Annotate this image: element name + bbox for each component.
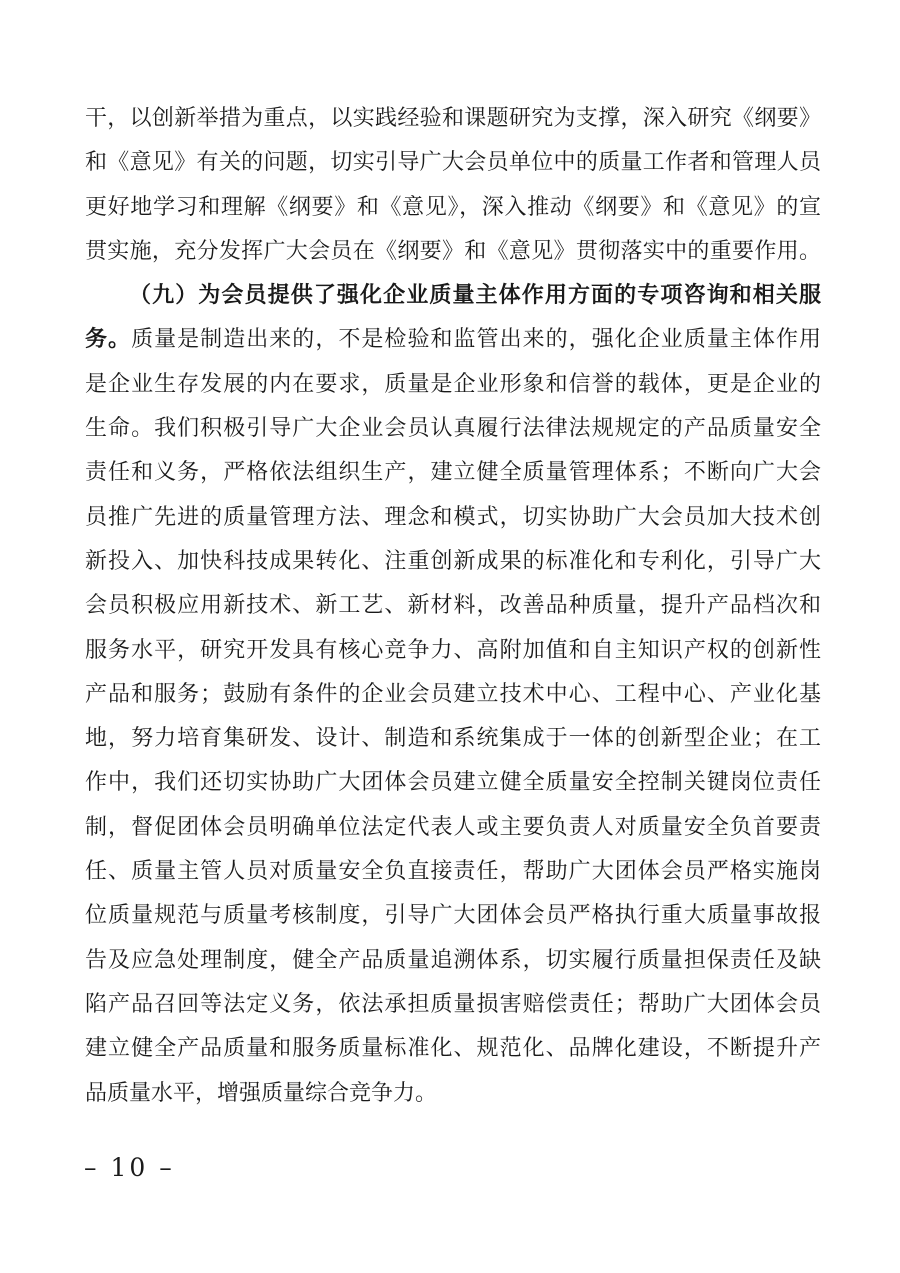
text-line xyxy=(85,583,821,627)
text-line xyxy=(85,495,821,539)
text-line xyxy=(85,450,821,494)
text-segment: 建立健全产品质量和服务质量标准化、规范化、品牌化建设，不断提升产 xyxy=(85,1035,821,1061)
text-line xyxy=(85,229,821,273)
text-segment: 责任和义务，严格依法组织生产，建立健全质量管理体系；不断向广大会 xyxy=(85,459,821,485)
text-line xyxy=(85,1071,821,1115)
text-segment: 制，督促团体会员明确单位法定代表人或主要负责人对质量安全负首要责 xyxy=(85,813,821,839)
text-line xyxy=(85,893,821,937)
text-line xyxy=(85,1026,821,1070)
text-segment: 产品和服务；鼓励有条件的企业会员建立技术中心、工程中心、产业化基 xyxy=(85,680,821,706)
text-line xyxy=(85,716,821,760)
text-line xyxy=(85,849,821,893)
text-segment: 陷产品召回等法定义务，依法承担质量损害赔偿责任；帮助广大团体会员 xyxy=(85,990,821,1016)
body-text-block xyxy=(85,96,821,1115)
text-line xyxy=(85,185,821,229)
text-segment: 新投入、加快科技成果转化、注重创新成果的标准化和专利化，引导广大 xyxy=(85,547,821,573)
text-segment: 作中，我们还切实协助广大团体会员建立健全质量安全控制关键岗位责任 xyxy=(85,769,821,795)
text-segment: 干，以创新举措为重点，以实践经验和课题研究为支撑，深入研究《纲要》 xyxy=(85,105,821,130)
text-line xyxy=(85,805,821,849)
text-segment: 更好地学习和理解《纲要》和《意见》，深入推动《纲要》和《意见》的宣 xyxy=(85,193,821,219)
text-segment: 服务水平，研究开发具有核心竞争力、高附加值和自主知识产权的创新性 xyxy=(85,636,821,662)
text-line xyxy=(85,628,821,672)
text-segment: 是企业生存发展的内在要求，质量是企业形象和信誉的载体，更是企业的 xyxy=(85,370,821,396)
text-line xyxy=(85,938,821,982)
text-segment: 任、质量主管人员对质量安全负直接责任，帮助广大团体会员严格实施岗 xyxy=(85,858,821,884)
text-segment: 会员积极应用新技术、新工艺、新材料，改善品种质量，提升产品档次和 xyxy=(85,592,821,618)
text-segment: 位质量规范与质量考核制度，引导广大团体会员严格执行重大质量事故报 xyxy=(85,902,821,928)
text-segment: 品质量水平，增强质量综合竞争力。 xyxy=(85,1079,438,1105)
text-line xyxy=(85,317,821,361)
text-line xyxy=(85,96,821,140)
text-segment: 生命。我们积极引导广大企业会员认真履行法律法规规定的产品质量安全 xyxy=(85,415,821,441)
text-segment: 质量是制造出来的，不是检验和监管出来的，强化企业质量主体作用 xyxy=(131,326,821,352)
page-number: – 10 – xyxy=(84,1153,175,1182)
text-line xyxy=(85,362,821,406)
text-segment: 告及应急处理制度，健全产品质量追溯体系，切实履行质量担保责任及缺 xyxy=(85,946,821,972)
text-line xyxy=(85,982,821,1026)
text-line xyxy=(85,760,821,804)
text-line xyxy=(85,140,821,184)
text-line xyxy=(85,406,821,450)
text-line xyxy=(85,539,821,583)
text-line xyxy=(85,672,821,716)
bold-text-segment: （九）为会员提供了强化企业质量主体作用方面的专项咨询和相关服 xyxy=(129,282,821,308)
text-segment: 贯实施，充分发挥广大会员在《纲要》和《意见》贯彻落实中的重要作用。 xyxy=(85,237,821,263)
text-segment: 地，努力培育集研发、设计、制造和系统集成于一体的创新型企业；在工 xyxy=(85,725,821,751)
bold-text-segment: 务。 xyxy=(85,326,132,352)
section-heading-line xyxy=(85,273,821,317)
text-segment: 员推广先进的质量管理方法、理念和模式，切实协助广大会员加大技术创 xyxy=(85,503,821,529)
text-segment: 和《意见》有关的问题，切实引导广大会员单位中的质量工作者和管理人员 xyxy=(85,149,821,175)
